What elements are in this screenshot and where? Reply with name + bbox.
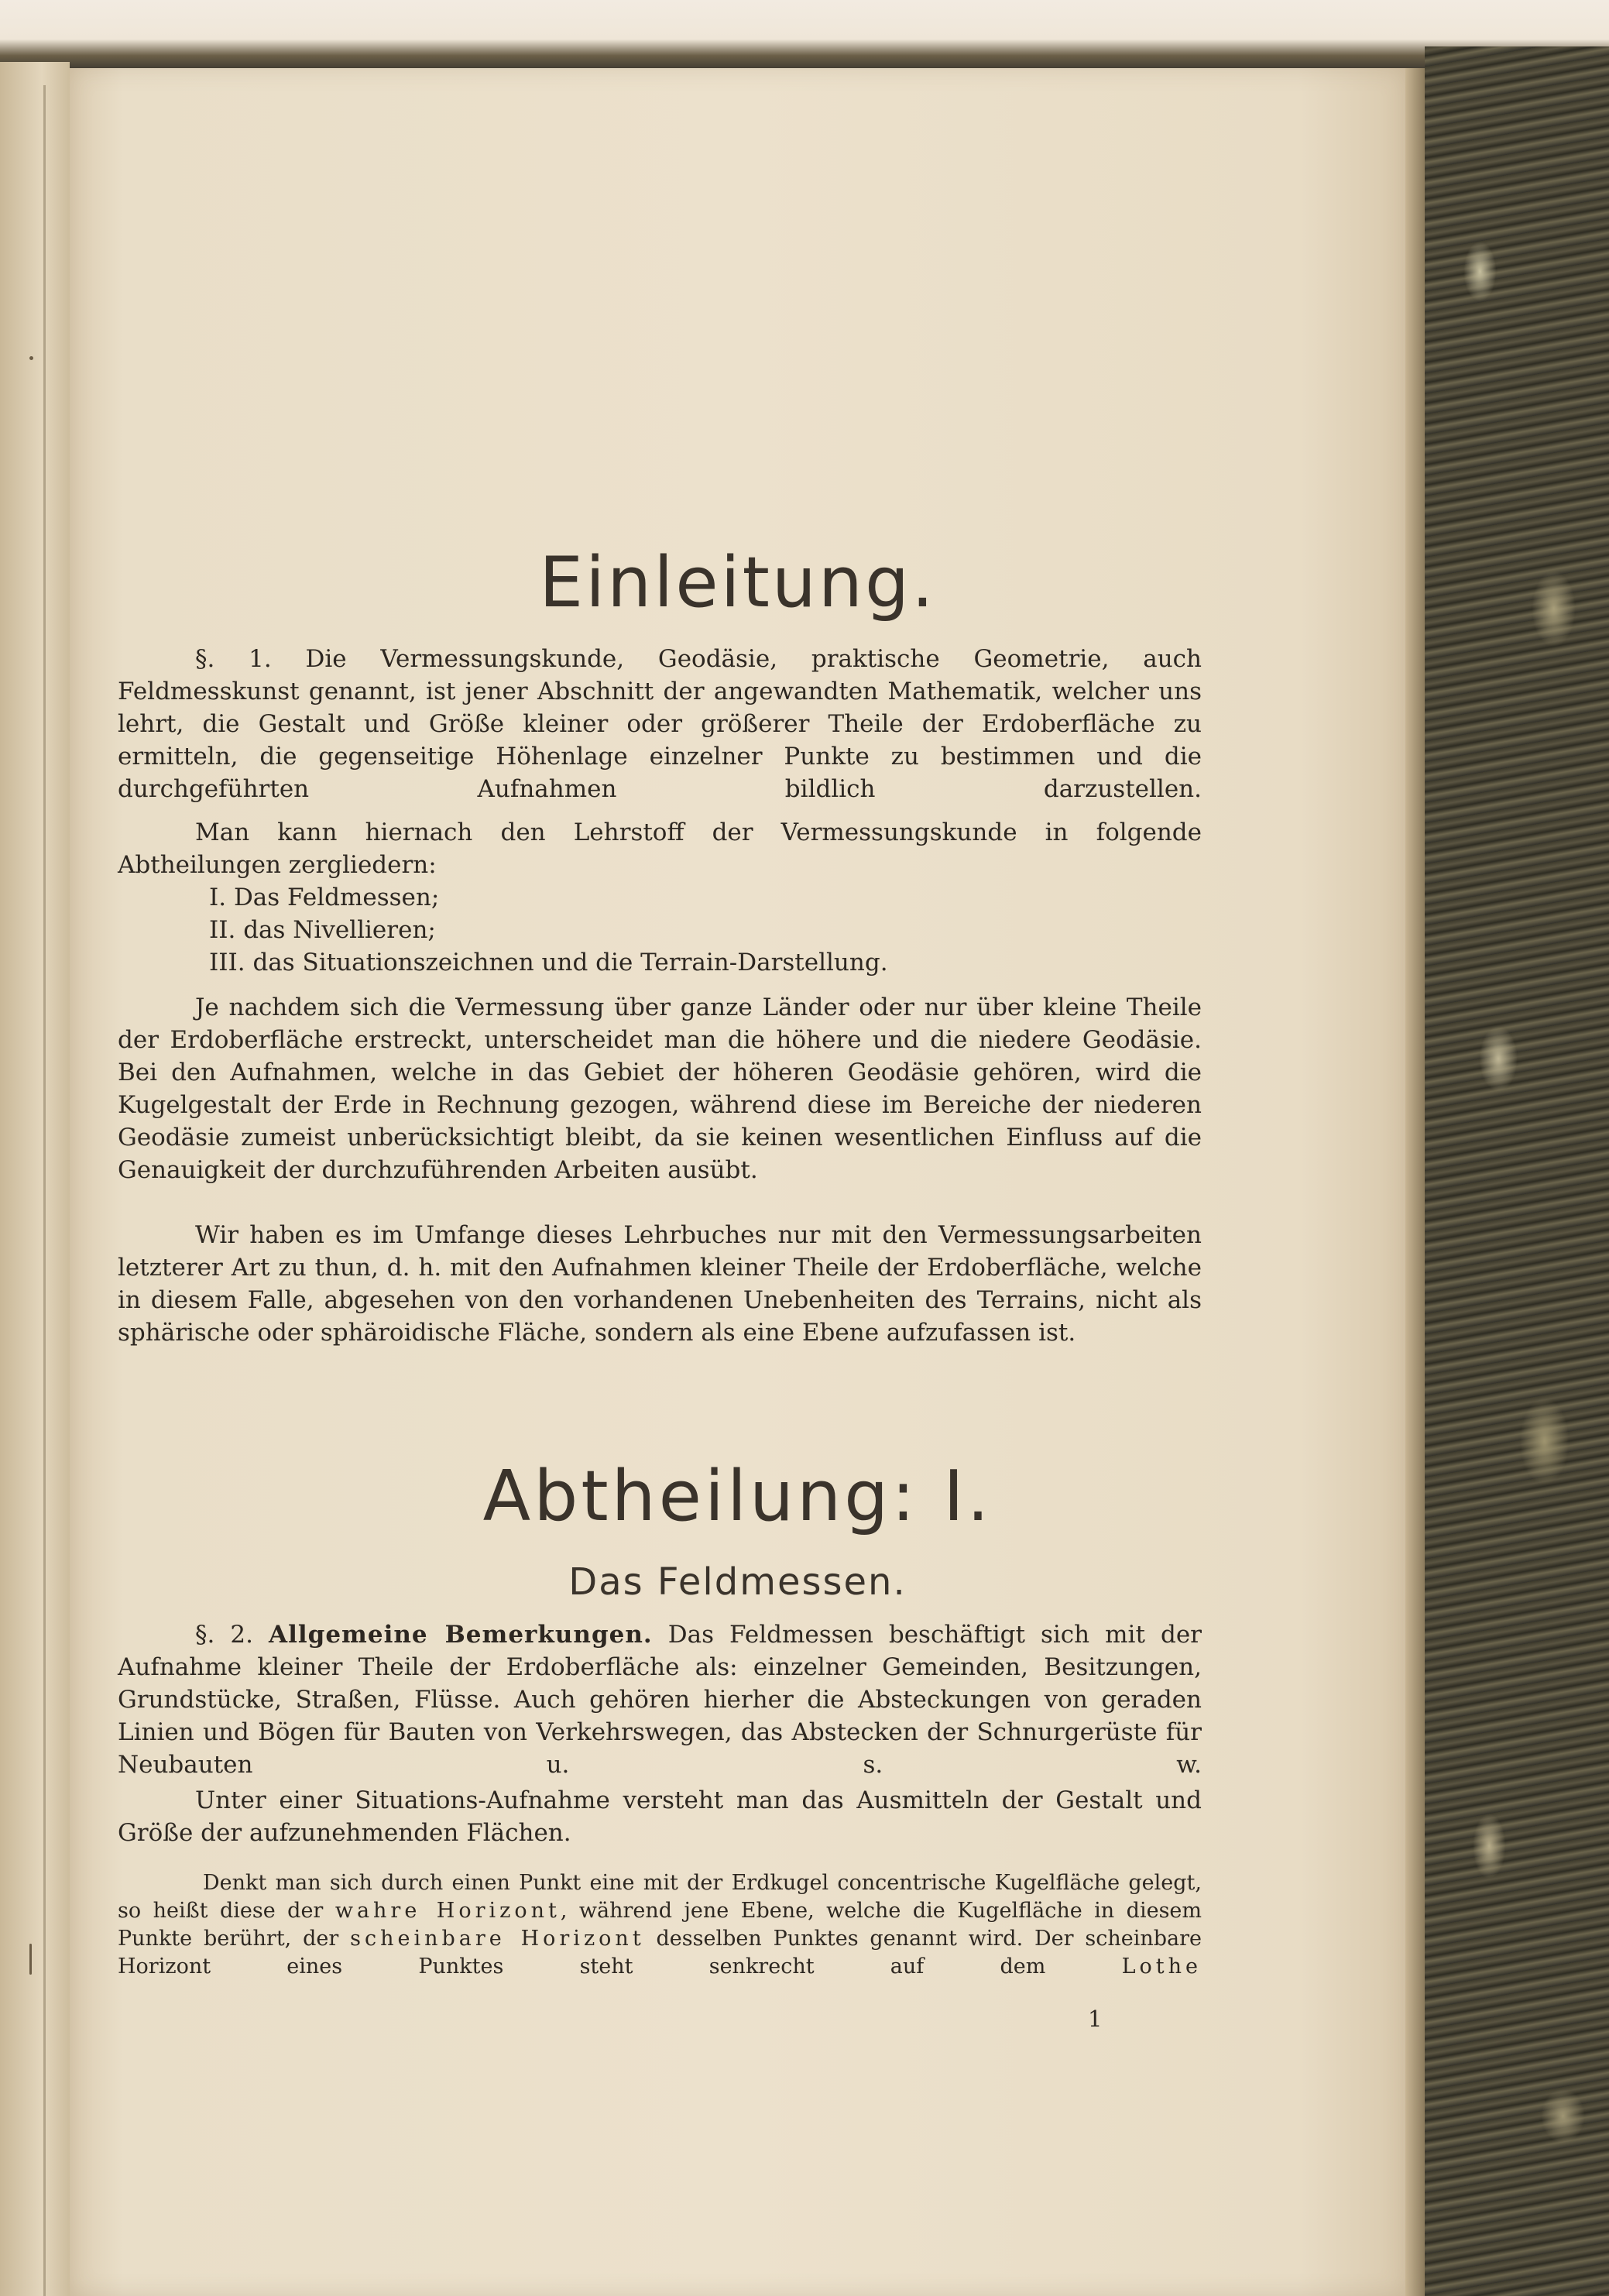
page-fold-line — [43, 85, 46, 2296]
list-item-2: II. das Nivellieren; — [209, 916, 436, 944]
section-title: Abtheilung: I. — [482, 1456, 993, 1537]
section-heading: Allgemeine Bemerkungen. — [269, 1621, 653, 1649]
section-number: §. 2. — [195, 1621, 253, 1649]
list-item-1: I. Das Feldmessen; — [209, 884, 440, 911]
page-number: 1 — [1088, 2006, 1103, 2032]
paragraph-3: Je nachdem sich die Vermessung über ganze Länder oder nur über kleine Theile der Erdoberfläche erstreckt, unterscheidet man die höhere und die niedere Geodäsie. Bei den Aufnahmen, welche in das Gebiet der höheren Geodäsie gehören, wird die Kugelgestalt der Erde in Rechnung gezogen, während diese im Bereiche der niederen Geodäsie zumeist unberücksichtigt bleibt, da sie keinen wesentlichen Einfluss auf die Genauigkeit der durchzuführenden Arbeiten ausübt. — [118, 994, 1202, 1184]
paragraph-6: Unter einer Situations-Aufnahme versteht man das Ausmitteln der Gestalt und Größe der aufzunehmenden Flächen. — [118, 1786, 1202, 1847]
term-plumb-line: Lothe — [1121, 1955, 1202, 1979]
chapter-title: Einleitung. — [539, 542, 936, 623]
note-part-c: desselben Punktes genannt wird. Der scheinbare Horizont eines Punktes steht senkrecht auf dem — [118, 1927, 1202, 1979]
term-true-horizon: wahre Horizont — [334, 1899, 561, 1923]
section-text: Das Feldmessen beschäftigt sich mit der Aufnahme kleiner Theile der Erdoberfläche als: einzelner Gemeinden, Besitzungen, Grundstücke, Straßen, Flüsse. Auch gehören hierher die Absteckungen von geraden Linien und Bögen für Bauten von Verkehrswegen, das Abstecken der Schnurgerüste für Neubauten u. s. w. — [118, 1621, 1202, 1779]
page-stack-edge — [1405, 68, 1425, 2296]
paper-speck — [29, 356, 33, 360]
section-subtitle: Das Feldmessen. — [568, 1560, 907, 1604]
previous-page-edge — [0, 62, 70, 2296]
note-part-a: Denkt man sich durch einen Punkt eine mit der Erdkugel concentrische Kugelfläche gelegt, so heißt diese der — [118, 1871, 1202, 1923]
paragraph-5 — [118, 1618, 1202, 1781]
paragraph-1: §. 1. Die Vermessungskunde, Geodäsie, praktische Geometrie, auch Feldmesskunst genannt, ist jener Abschnitt der angewandten Mathematik, welcher uns lehrt, die Gestalt und Größe kleiner oder größerer Theile der Erdoberfläche zu ermitteln, die gegenseitige Höhenlage einzelner Punkte zu bestimmen und die durchgeführten Aufnahmen bildlich darzustellen. — [118, 645, 1202, 803]
book-top-edge — [0, 0, 1609, 71]
footnote-paragraph — [118, 1869, 1202, 1981]
list-item-3: III. das Situationszeichnen und die Terrain-Darstellung. — [209, 949, 888, 976]
note-part-b: , während jene Ebene, welche die Kugelfläche in diesem Punkte berührt, der — [118, 1899, 1202, 1951]
paragraph-2: Man kann hiernach den Lehrstoff der Vermessungskunde in folgende Abtheilungen zergliedern: — [118, 819, 1202, 879]
paper-speck — [29, 1944, 32, 1975]
term-apparent-horizon: scheinbare Horizont — [350, 1927, 645, 1951]
marbled-cover — [1425, 46, 1609, 2296]
paragraph-4: Wir haben es im Umfange dieses Lehrbuches nur mit den Vermessungsarbeiten letzterer Art zu thun, d. h. mit den Aufnahmen kleiner Theile der Erdoberfläche, welche in diesem Falle, abgesehen von den vorhandenen Unebenheiten des Terrains, nicht als sphärische oder sphäroidische Fläche, sondern als eine Ebene aufzufassen ist. — [118, 1221, 1202, 1347]
